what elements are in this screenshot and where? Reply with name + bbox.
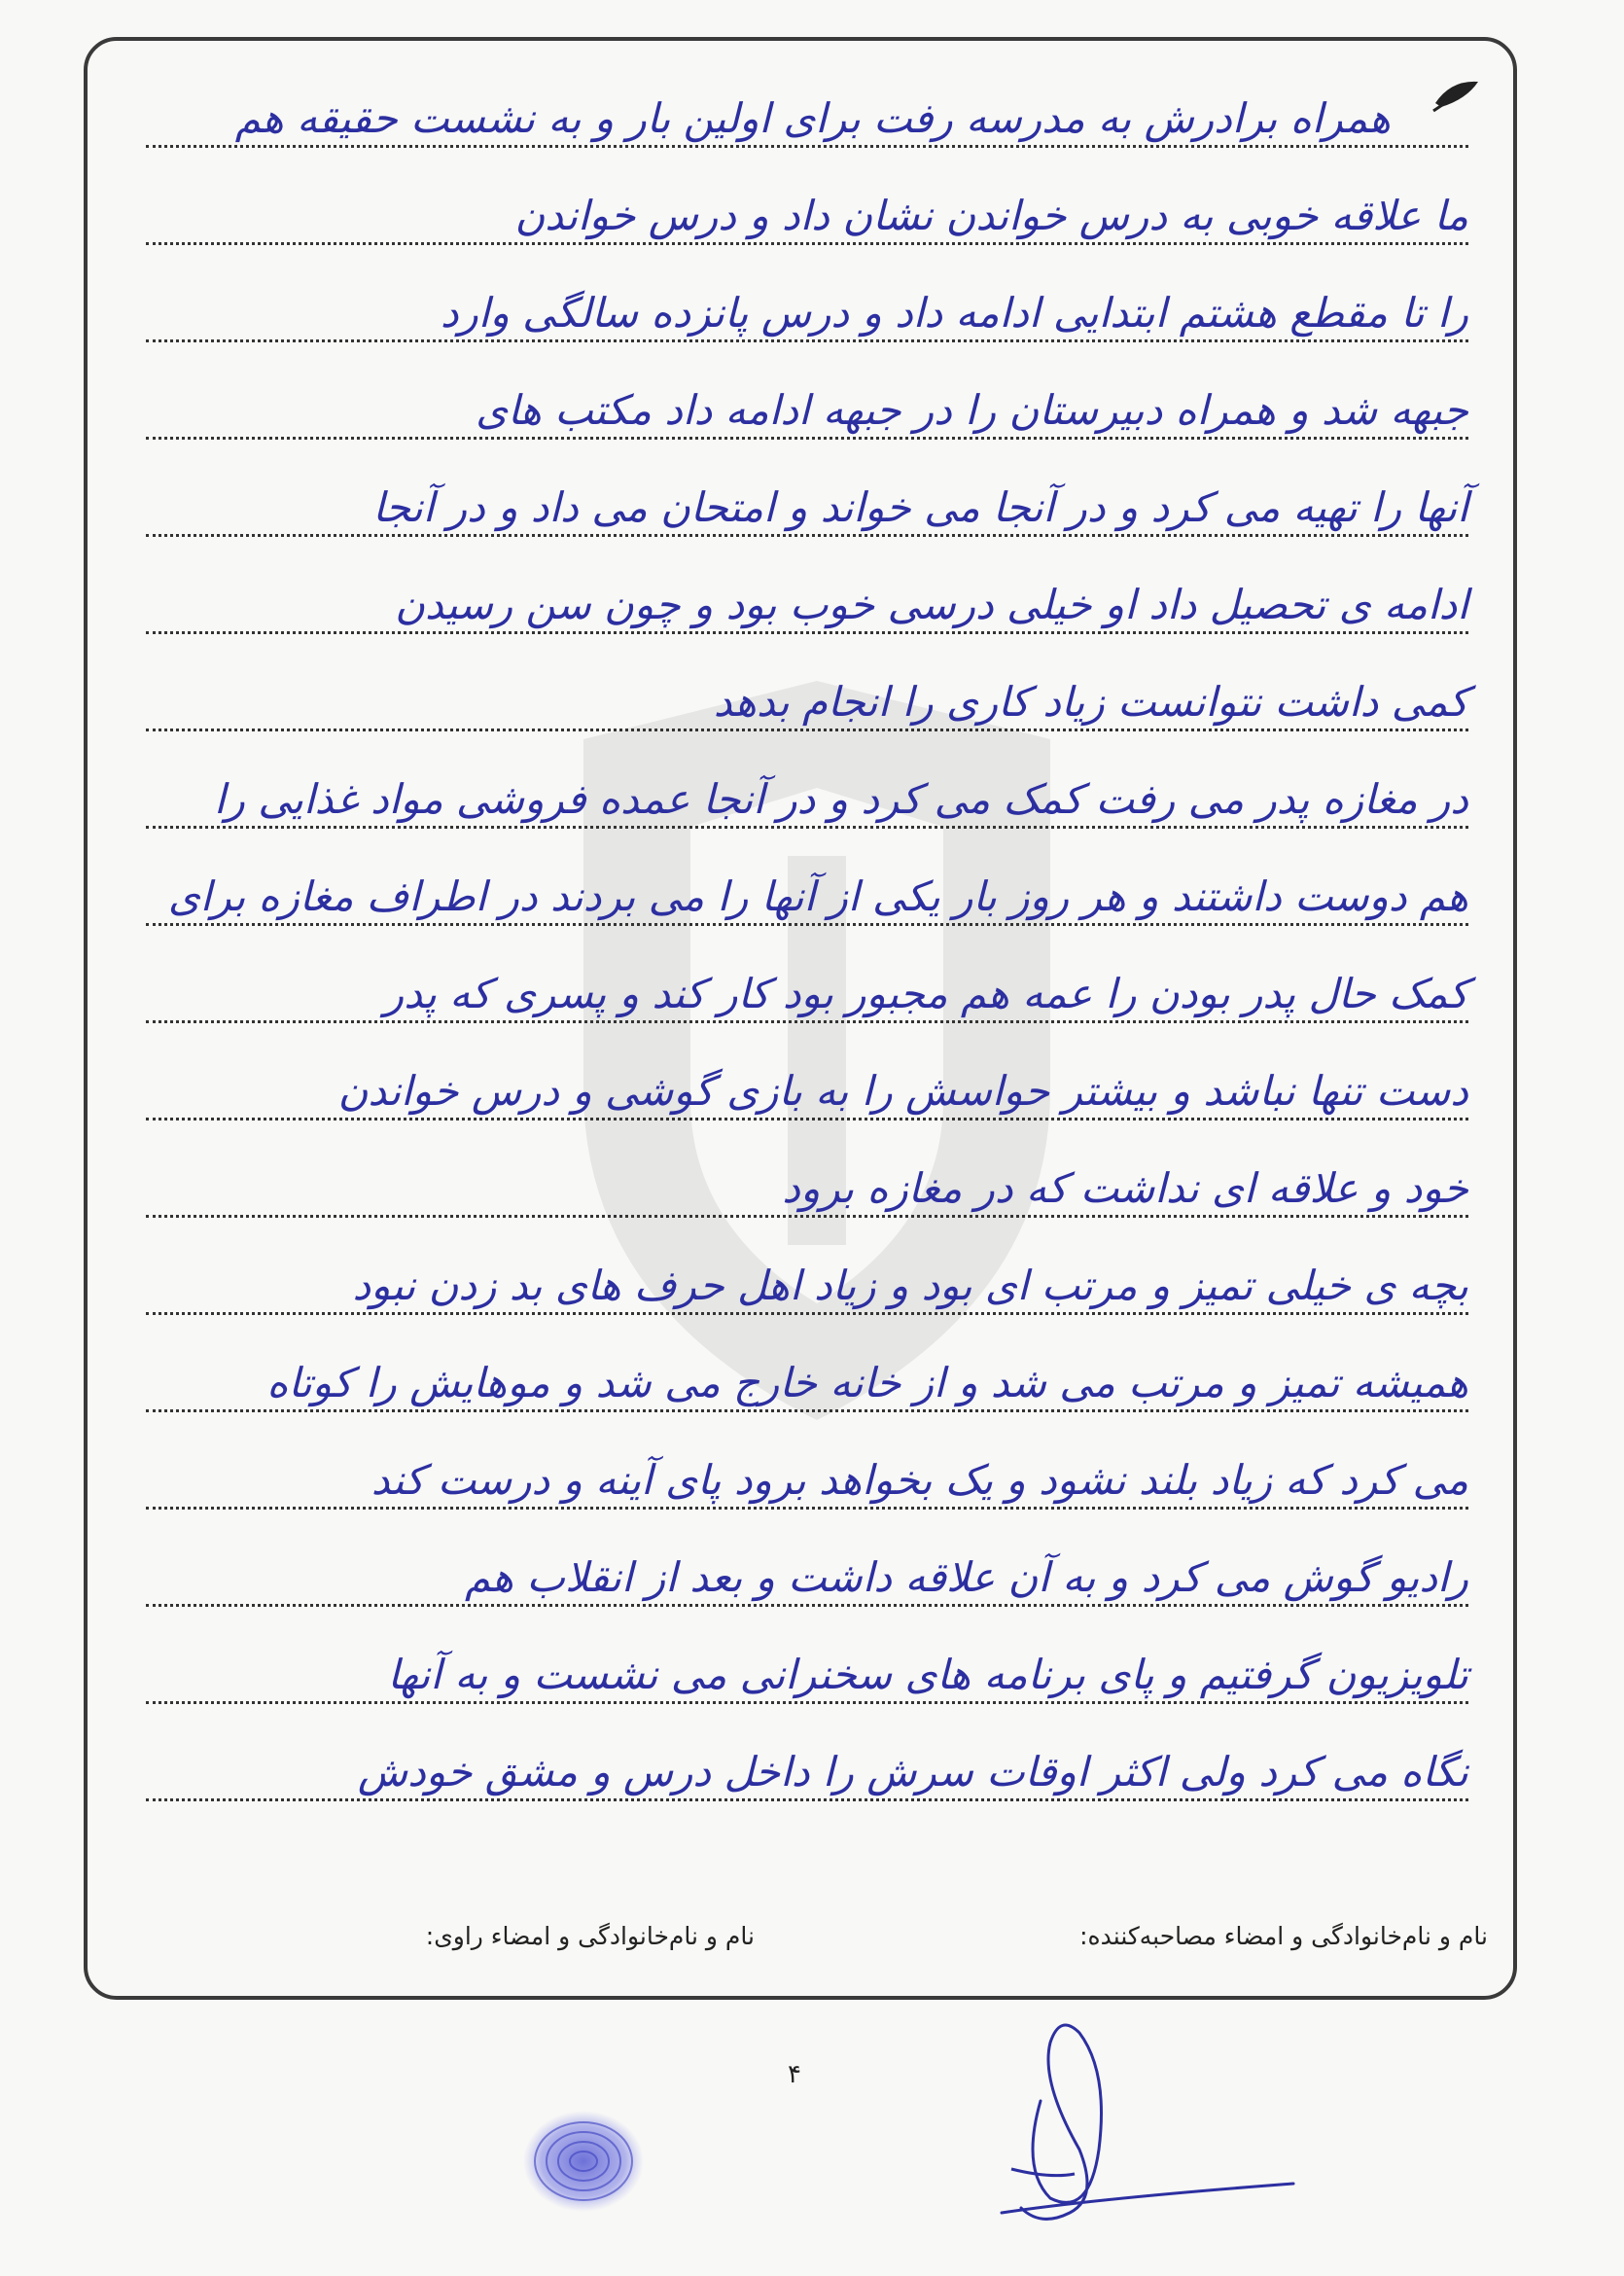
handwritten-line: بچه ی خیلی تمیز و مرتب ای بود و زیاد اهل حرف های بد زدن نبود [352, 1262, 1468, 1309]
text-line [146, 1426, 1468, 1523]
text-line [146, 1620, 1468, 1718]
text-line [146, 259, 1468, 356]
text-line [146, 64, 1468, 161]
handwritten-line: هم دوست داشتند و هر روز بار یکی از آنها را می بردند در اطراف مغازه برای [167, 872, 1468, 920]
narrator-signature-label: نام و نام‌خانوادگی و امضاء راوی: [425, 1922, 755, 1950]
text-line [146, 842, 1468, 940]
handwritten-line: آنها را تهیه می کرد و در آنجا می خواند و امتحان می داد و در آنجا [372, 483, 1468, 531]
text-line [146, 1231, 1468, 1329]
handwritten-line: تلویزیون گرفتیم و پای برنامه های سخنرانی می نشست و به آنها [387, 1651, 1468, 1698]
text-line [146, 1718, 1468, 1815]
handwritten-line: را تا مقطع هشتم ابتدایی ادامه داد و درس پانزده سالگی وارد [440, 289, 1468, 337]
page-frame [84, 37, 1517, 2000]
text-line [146, 1134, 1468, 1231]
text-line [146, 648, 1468, 745]
handwritten-line: کمک حال پدر بودن را عمه هم مجبور بود کار کند و پسری که پدر [383, 970, 1468, 1017]
text-line [146, 940, 1468, 1037]
text-line [146, 1523, 1468, 1620]
handwritten-line: در مغازه پدر می رفت کمک می کرد و در آنجا عمده فروشی مواد غذایی را [213, 775, 1468, 823]
interviewer-signature-label: نام و نام‌خانوادگی و امضاء مصاحبه‌کننده: [1079, 1922, 1488, 1950]
text-line [146, 453, 1468, 551]
handwritten-line: رادیو گوش می کرد و به آن علاقه داشت و بعد از انقلاب هم [465, 1553, 1468, 1601]
handwritten-line: می کرد که زیاد بلند نشود و یک بخواهد برود پای آینه و درست کند [371, 1456, 1468, 1504]
handwritten-line: همیشه تمیز و مرتب می شد و از خانه خارج می شد و موهایش را کوتاه [266, 1359, 1468, 1406]
handwritten-line: کمی داشت نتوانست زیاد کاری را انجام بدهد [713, 678, 1468, 726]
fingerprint-stamp [515, 2101, 652, 2218]
text-line [146, 745, 1468, 842]
page-number: ۴ [788, 2060, 801, 2089]
handwritten-line: جبهه شد و همراه دبیرستان را در جبهه ادامه داد مکتب های [476, 386, 1468, 434]
text-line [146, 1037, 1468, 1134]
handwritten-signature [982, 2004, 1303, 2237]
signature-footer [88, 1922, 1513, 1961]
handwritten-line: نگاه می کرد ولی اکثر اوقات سرش را داخل درس و مشق خودش [357, 1748, 1468, 1796]
handwritten-line: ما علاقه خوبی به درس خواندن نشان داد و درس خواندن [514, 192, 1468, 239]
text-line [146, 551, 1468, 648]
text-line [146, 356, 1468, 453]
handwritten-text-block [146, 64, 1468, 1815]
handwritten-line: دست تنها نباشد و بیشتر حواسش را به بازی گوشی و درس خواندن [337, 1067, 1468, 1115]
text-line [146, 1329, 1468, 1426]
text-line [146, 161, 1468, 259]
handwritten-line: ادامه ی تحصیل داد او خیلی درسی خوب بود و چون سن رسیدن [395, 581, 1468, 628]
handwritten-line: خود و علاقه ای نداشت که در مغازه برود [782, 1164, 1468, 1212]
handwritten-line: همراه برادرش به مدرسه رفت برای اولین بار و به نشست حقیقه هم [234, 94, 1391, 142]
